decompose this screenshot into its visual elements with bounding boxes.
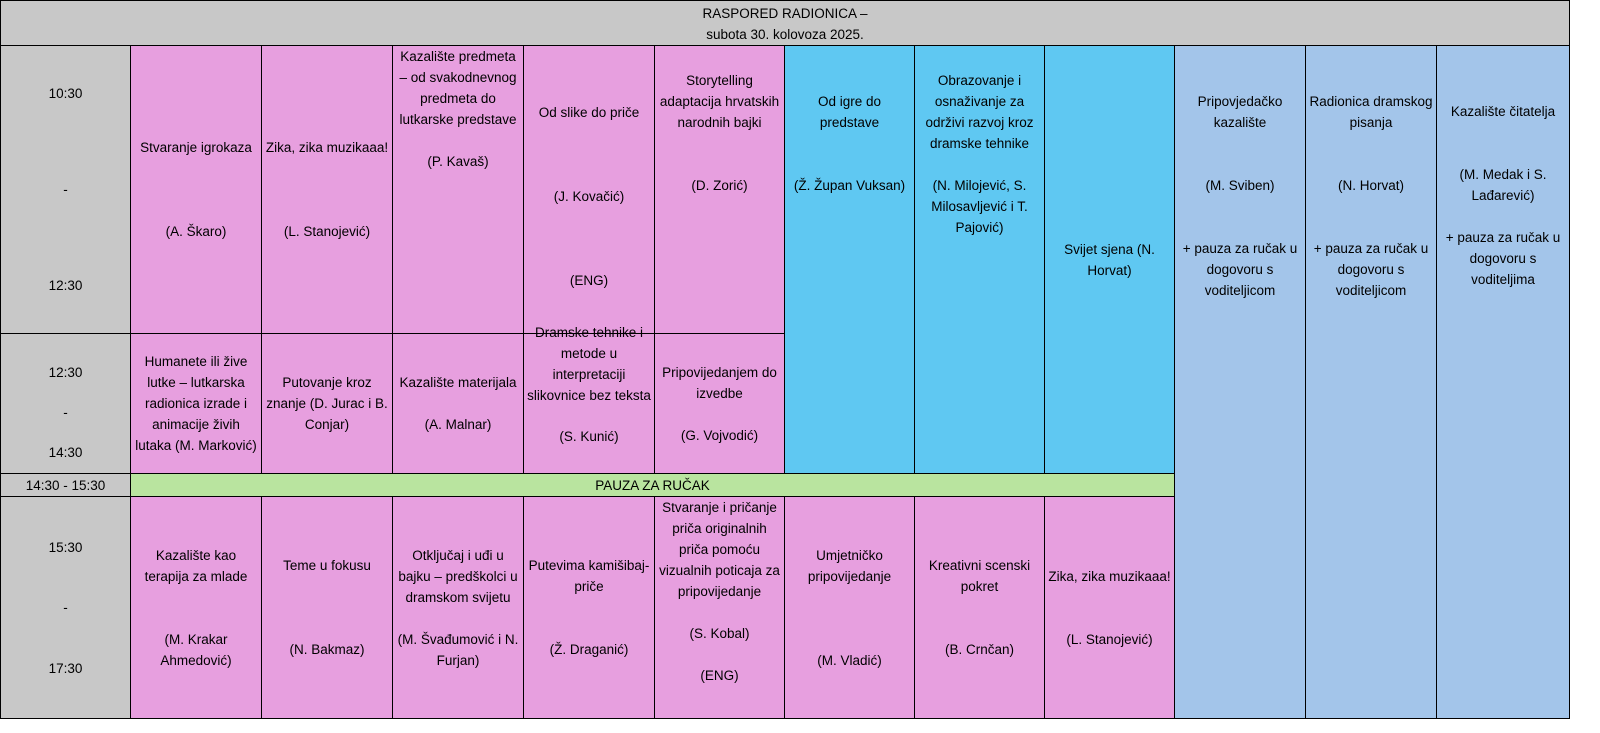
- workshop-title: Umjetničko pripovijedanje: [807, 547, 892, 584]
- workshop-cell[interactable]: [130, 333, 262, 474]
- time-lunch-label: 14:30 - 15:30: [25, 477, 106, 493]
- workshop-title: Putovanje kroz znanje (D. Jurac i B. Conjar): [266, 375, 388, 432]
- time-end: 17:30: [48, 660, 83, 676]
- lunch-break-label: PAUZA ZA RUČAK: [595, 477, 710, 493]
- workshop-cell[interactable]: [392, 45, 524, 334]
- workshop-lead: (M. Medak i S. Lađarević): [1459, 167, 1547, 203]
- workshop-lead: (Ž. Župan Vuksan): [793, 178, 906, 193]
- workshop-title: Kazalište čitatelja: [1450, 104, 1556, 119]
- schedule-header: [0, 0, 1570, 46]
- workshop-cell[interactable]: [261, 333, 393, 474]
- workshop-cell[interactable]: [1174, 45, 1306, 719]
- time-start: 15:30: [48, 539, 83, 555]
- workshop-title: Putevima kamišibaj- priče: [528, 558, 650, 594]
- schedule-date: subota 30. kolovoza 2025.: [706, 27, 864, 42]
- workshop-title: Pripovijedanjem do izvedbe: [662, 364, 777, 401]
- workshop-lead: (M. Sviben): [1205, 178, 1275, 193]
- workshop-title: Stvaranje i pričanje priča originalnih priča pomoću vizualnih poticaja za pripovijedanje: [659, 500, 780, 599]
- workshop-note: (ENG): [700, 668, 739, 683]
- workshop-title: Storytelling adaptacija hrvatskih narodnih bajki: [659, 73, 780, 130]
- workshop-title: Radionica dramskog pisanja: [1309, 94, 1433, 130]
- workshop-title: Zika, zika muzikaaa!: [1048, 568, 1171, 584]
- time-dash: -: [63, 181, 68, 197]
- workshop-cell[interactable]: [1436, 45, 1570, 719]
- workshop-lead: (A. Škaro): [165, 224, 227, 239]
- workshop-note: + pauza za ručak u dogovoru s voditeljima: [1445, 230, 1561, 287]
- workshop-cell[interactable]: [523, 496, 655, 719]
- workshop-cell[interactable]: [654, 496, 785, 719]
- time-end: 12:30: [48, 277, 83, 293]
- workshop-lead: (L. Stanojević): [283, 224, 371, 239]
- workshop-title: Kreativni scenski pokret: [928, 558, 1031, 594]
- workshop-title: Obrazovanje i osnaživanje za održivi razvoj kroz dramske tehnike: [925, 73, 1034, 151]
- workshop-title: Od igre do predstave: [817, 94, 882, 130]
- workshop-lead: (N. Bakmaz): [289, 642, 365, 657]
- workshop-title: Dramske tehnike i metode u interpretaciji slikovnice bez teksta: [527, 325, 651, 403]
- time-slot-1: [0, 45, 131, 334]
- workshop-title: Otključaj i uđi u bajku – predškolci u dramskom svijetu: [398, 547, 518, 605]
- workshop-cell[interactable]: [784, 45, 915, 474]
- workshop-cell[interactable]: [261, 496, 393, 719]
- workshop-cell[interactable]: [914, 45, 1045, 474]
- time-slot-3: [0, 496, 131, 719]
- workshop-cell[interactable]: [392, 496, 524, 719]
- workshop-note: + pauza za ručak u dogovoru s voditeljicom: [1182, 241, 1298, 298]
- time-dash: -: [63, 404, 68, 420]
- time-start: 10:30: [48, 86, 83, 102]
- workshop-cell[interactable]: [654, 333, 785, 474]
- workshop-cell[interactable]: [1305, 45, 1437, 719]
- workshop-lead: (N. Horvat): [1337, 178, 1404, 193]
- workshop-note: (ENG): [569, 273, 609, 288]
- workshop-title: Stvaranje igrokaza: [140, 140, 252, 155]
- workshop-cell[interactable]: [130, 45, 262, 334]
- workshop-title: Kazalište predmeta – od svakodnevnog predmeta do lutkarske predstave: [399, 49, 517, 127]
- lunch-break-row: [130, 473, 1175, 497]
- workshop-lead: (M. Švađumović i N. Furjan): [397, 631, 519, 668]
- workshop-cell[interactable]: [1044, 45, 1175, 474]
- sheet-margin: [1594, 45, 1600, 733]
- time-dash: -: [63, 600, 68, 615]
- workshop-lead: (P. Kavaš): [427, 154, 489, 169]
- workshop-cell[interactable]: [261, 45, 393, 334]
- workshop-title: Zika, zika muzikaaa!: [265, 140, 389, 155]
- workshop-lead: (G. Vojvodić): [680, 427, 759, 443]
- time-slot-2: [0, 333, 131, 474]
- workshop-cell[interactable]: [914, 496, 1045, 719]
- workshop-cell[interactable]: [523, 325, 655, 474]
- time-start: 12:30: [48, 364, 83, 380]
- workshop-title: Kazalište kao terapija za mlade: [144, 547, 248, 584]
- workshop-lead: (M. Vladić): [817, 652, 882, 668]
- workshop-title: Teme u fokusu: [283, 558, 371, 573]
- workshop-cell[interactable]: [392, 333, 524, 474]
- workshop-title: Svijet sjena (N. Horvat): [1064, 241, 1155, 278]
- workshop-cell[interactable]: [1044, 496, 1175, 719]
- workshop-lead: (J. Kovačić): [553, 189, 625, 204]
- workshop-title: Pripovjedačko kazalište: [1197, 94, 1283, 130]
- workshop-cell[interactable]: [784, 496, 915, 719]
- workshop-lead: (N. Milojević, S. Milosavljević i T. Pajović): [931, 178, 1028, 235]
- workshop-lead: (D. Zorić): [691, 178, 748, 193]
- workshop-title: Kazalište materijala: [399, 375, 517, 390]
- time-end: 14:30: [48, 445, 83, 461]
- workshop-cell[interactable]: [654, 45, 785, 334]
- workshop-note: + pauza za ručak u dogovoru s voditeljicom: [1313, 241, 1429, 298]
- workshop-cell[interactable]: [523, 45, 655, 334]
- workshop-lead: (S. Kunić): [559, 429, 619, 444]
- workshop-lead: (B. Crnčan): [944, 642, 1015, 657]
- workshop-lead: (L. Stanojević): [1066, 631, 1153, 647]
- workshop-lead: (S. Kobal): [689, 626, 750, 641]
- workshop-title: Humanete ili žive lutke – lutkarska radionica izrade i animacije živih lutaka (M. Marković): [135, 354, 257, 453]
- workshop-cell[interactable]: [130, 496, 262, 719]
- workshop-title: Od slike do priče: [538, 105, 640, 120]
- schedule-title: RASPORED RADIONICA –: [702, 6, 868, 21]
- workshop-lead: (A. Malnar): [424, 417, 492, 432]
- time-lunch: [0, 473, 131, 497]
- workshop-lead: (M. Krakar Ahmedović): [160, 631, 232, 668]
- workshop-lead: (Ž. Draganić): [549, 642, 629, 657]
